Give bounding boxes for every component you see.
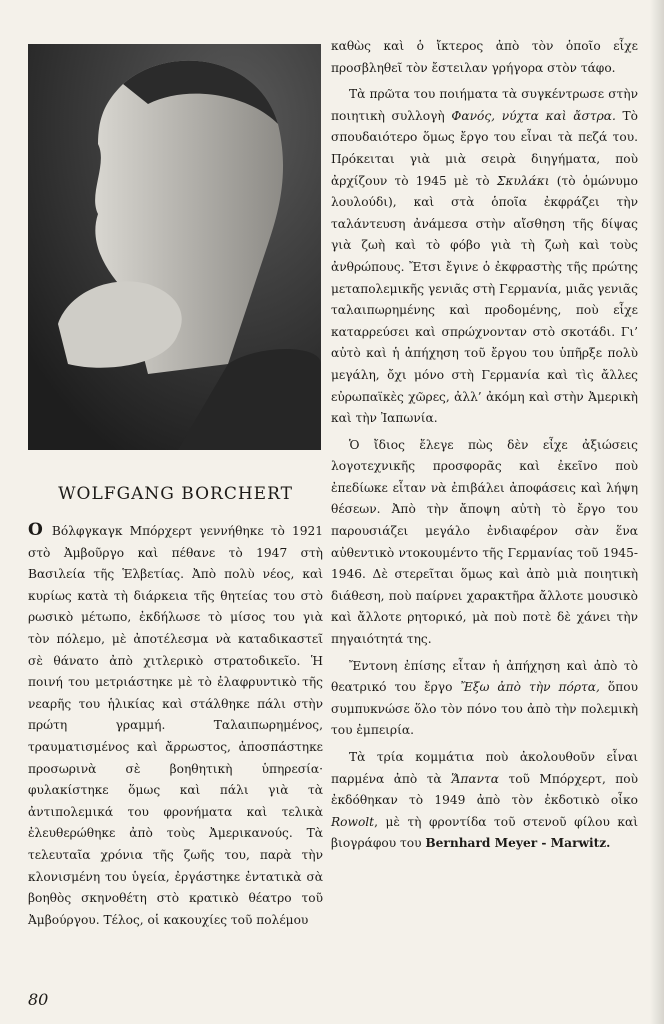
paragraph-text: Ὁ ἴδιος ἔλεγε πὼς δὲν εἶχε ἀξιώσεις λογοτεχνικῆς προσφορᾶς καὶ ἐκεῖνο ποὺ ἐπεδίωκε εἶταν νὰ ἐπιβάλει ἀποφάσεις καὶ λήψη θέσεων. Ἀπὸ τὴν ἄποψη αὐτὴ τὸ ἔργο του παρουσιάζει μεγάλο ἐνδιαφέρον σὰν ἕνα αὐθεντικὸ ντοκουμέντο τῆς Γερμανίας τοῦ 1945-1946. Δὲ στερεῖται ὅμως καὶ ἀπὸ μιὰ ποιητικὴ διάθεση, ποὺ παίρνει χαρακτῆρα ἄλλοτε μουσικὸ καὶ ἄλλοτε ρητορικό, μὰ ποὺ ποτὲ δὲ χάνει τὴν πηγαιότητά της. xyxy=(331,437,638,647)
source-paragraph xyxy=(331,747,638,855)
paragraph-text: Ἔντονη ἐπίσης εἶταν ἡ ἀπήχηση καὶ ἀπὸ τὸ θεατρικό του ἔργο xyxy=(331,658,638,695)
paragraph-text: , μὲ τὴ φροντίδα τοῦ στενοῦ φίλου καὶ βιογράφου του xyxy=(331,814,638,851)
paragraph-text: ὅπου συμπυκνώσε ὅλο τὸν πόνο του ἀπὸ τὴν πολεμικὴ του ἐμπειρία. xyxy=(331,680,639,738)
page-number: 80 xyxy=(28,990,49,1009)
paragraph-text: τοῦ Μπόρχερτ, ποὺ ἐκδόθηκαν τὸ 1949 ἀπὸ τὸν ἐκδοτικὸ οἶκο xyxy=(331,771,639,808)
continuation-paragraph xyxy=(331,36,638,79)
paragraph-text: Τὸ σπουδαιότερο ὅμως ἔργο του εἶναι τὰ πεζά του. Πρόκειται γιὰ μιὰ σειρὰ διηγήματα, ποὺ ἀρχίζουν τὸ 1945 μὲ τὸ xyxy=(331,108,639,188)
paragraph-text: Τὰ τρία κομμάτια ποὺ ἀκολουθοῦν εἶναι παρμένα ἀπὸ τὰ xyxy=(331,750,638,786)
book-title: Φανός, νύχτα καὶ ἄστρα. xyxy=(451,108,616,123)
book-title: Σκυλάκι xyxy=(496,173,550,188)
publisher-name: Rowolt xyxy=(331,814,375,829)
play-title: Ἔξω ἀπὸ τὴν πόρτα, xyxy=(460,680,600,695)
author-name-heading: WOLFGANG BORCHERT xyxy=(58,484,293,504)
works-paragraph xyxy=(331,84,638,430)
left-text-column xyxy=(28,520,323,936)
portrait-photo xyxy=(28,44,321,450)
play-paragraph xyxy=(331,656,638,742)
editor-name: Bernhard Meyer - Marwitz. xyxy=(425,836,611,851)
views-paragraph xyxy=(331,435,638,651)
biography-paragraph xyxy=(28,520,323,931)
book-title: Ἅπαντα xyxy=(451,771,500,786)
paragraph-text: (τὸ ὁμώνυμο λουλούδι), καὶ στὰ ὁποῖα ἐκφράζει τὴν ταλάντευση ἀνάμεσα στὴν αἴσθηση τῆς δίψας γιὰ ζωὴ καὶ τὸ φόβο γιὰ τὴ ζωὴ καὶ τοὺς ἀνθρώπους. Ἔτσι ἔγινε ὁ ἐκφραστὴς τῆς πρώτης μεταπολεμικῆς γενιᾶς στὴ Γερμανία, μιᾶς γενιᾶς ταλαιπωρημένης καὶ προδομένης, ποὺ εἶχε καταρρεύσει καὶ σπρώχνονταν στὸ σκοτάδι. Γι’ αὐτὸ καὶ ἡ ἀπήχηση τοῦ ἔργου του ὑπῆρξε πολὺ μεγάλη, ὄχι μόνο στὴ Γερμανία καὶ τὶς ἄλλες εὐρωπαϊκὲς χῶρες, ἀλλ’ ἀκόμη καὶ στὴν Ἀμερικὴ καὶ τὴν Ἰαπωνία. xyxy=(331,173,639,426)
page-edge-shadow xyxy=(650,0,664,1024)
paragraph-text: καθὼς καὶ ὁ ἴκτερος ἀπὸ τὸν ὁποῖο εἶχε προσβληθεῖ τὸν ἔστειλαν γρήγορα στὸν τάφο. xyxy=(331,39,638,75)
portrait-image xyxy=(28,44,321,450)
right-text-column xyxy=(331,36,638,860)
paragraph-text: Τὰ πρῶτα του ποιήματα τὰ συγκέντρωσε στὴν ποιητικὴ συλλογὴ xyxy=(331,87,638,123)
paragraph-text: Βόλφγκαγκ Μπόρχερτ γεννήθηκε τὸ 1921 στὸ Ἀμβοῦργο καὶ πέθανε τὸ 1947 στὴ Βασιλεία τῆς Ἑλβετίας. Ἀπὸ πολὺ νέος, καὶ κυρίως κατὰ τὴ διάρκεια τῆς θητείας του στὸ ρωσικὸ μέτωπο, ἐκδήλωσε τὸ μίσος του γιὰ τὸν πόλεμο, μὲ ἀποτέλεσμα νὰ καταδικαστεῖ σὲ θάνατο ἀπὸ χιτλερικὸ στρατοδικεῖο. Ἡ ποινή του μετριάστηκε μὲ τὸ ἐλαφρυντικὸ τῆς νεαρῆς του ἡλικίας καὶ στάλθηκε πάλι στὴν πρώτη γραμμή. Ταλαιπωρημένος, τραυματισμένος καὶ ἄρρωστος, ἀποσπάστηκε προσωρινὰ σὲ βοηθητικὴ ὑπηρεσία· φυλακίστηκε ὅμως καὶ πάλι γιὰ τὰ ἀντιπολεμικά του φρονήματα καὶ τελικὰ ἐλευθερώθηκε ἀπὸ τοὺς Ἀμερικανούς. Τὰ τελευταῖα χρόνια τῆς ζωῆς του, παρὰ τὴν κλονισμένη του ὑγεία, ἐργάστηκε ἐντατικὰ σὰ βοηθὸς σκηνοθέτη στὸ κρατικὸ θέατρο τοῦ Ἀμβούργου. Τέλος, οἱ κακουχίες τοῦ πολέμου xyxy=(28,524,323,927)
dropcap-letter: Ο xyxy=(28,520,43,540)
